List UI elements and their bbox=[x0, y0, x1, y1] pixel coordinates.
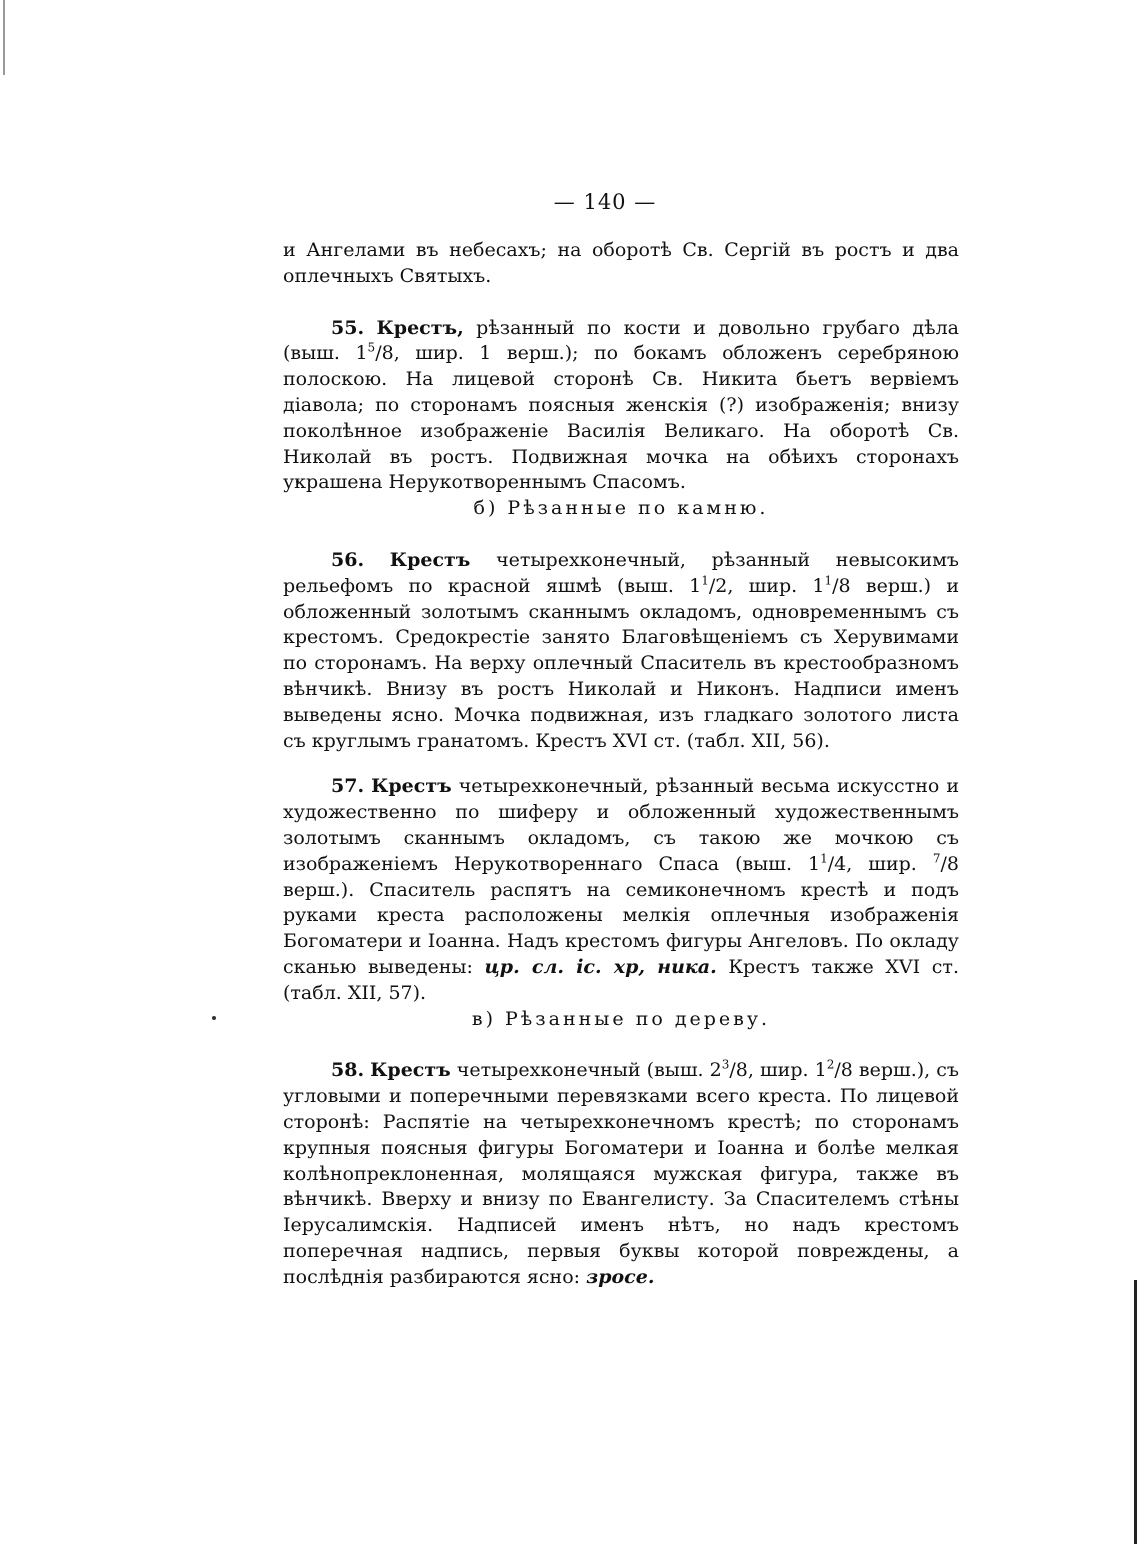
entry-text: , шир. 1 bbox=[727, 574, 825, 597]
entry-text: Крестъ также XVI ст. (табл. XII, 57). bbox=[283, 955, 959, 1004]
fraction-denominator: /2 bbox=[708, 574, 728, 597]
entry-text: , шир. bbox=[846, 852, 933, 875]
scan-edge-left bbox=[3, 0, 5, 75]
intro-paragraph: и Ангелами въ небесахъ; на оборотѣ Св. Сергій въ ростъ и два оплечныхъ Святыхъ. bbox=[283, 239, 959, 287]
scan-edge-right bbox=[1134, 1280, 1137, 1544]
fraction-numerator: 1 bbox=[701, 573, 709, 588]
section-heading-wood: в) Рѣзанные по дереву. bbox=[471, 1007, 771, 1030]
entry-text: четырехконечный, рѣзанный весьма искусстно и художественно по шиферу и обложенный художественнымъ золотымъ сканнымъ окладомъ, съ такою же мочкою съ изображеніемъ Нерукотвореннаго Спаса (выш. 1 bbox=[283, 775, 959, 875]
fraction-numerator: 1 bbox=[824, 573, 833, 588]
scan-speck bbox=[212, 1016, 216, 1020]
fraction-denominator: /4 bbox=[827, 852, 847, 875]
fraction-denominator: /8 bbox=[729, 1059, 748, 1082]
slavonic-inscription: цр. сл. іс. хр, ника. bbox=[484, 955, 717, 978]
section-heading-stone: б) Рѣзанные по камню. bbox=[473, 497, 769, 520]
entry-text: , шир. 1 bbox=[747, 1059, 827, 1082]
entry-text: рѣзанный по кости и довольно грубаго дѣла (выш. 1 bbox=[283, 316, 959, 365]
entry-number: 55. bbox=[331, 316, 365, 339]
entry-term: Крестъ, bbox=[376, 316, 464, 339]
entry-58 bbox=[283, 1058, 959, 1290]
fraction-denominator: /8 bbox=[940, 852, 959, 875]
fraction-numerator: 2 bbox=[826, 1057, 835, 1072]
entry-text: верш.). Спаситель распятъ на семиконечномъ крестѣ и подъ руками креста расположены мелкія оплечныя изображенія Богоматери и Іоанна. Надъ крестомъ фигуры Ангеловъ. По окладу сканью выведены: bbox=[283, 878, 959, 978]
entry-term: Крестъ bbox=[370, 1059, 451, 1082]
fraction-denominator: /8 bbox=[834, 1059, 853, 1082]
entry-57 bbox=[283, 774, 959, 1006]
entry-number: 57. bbox=[331, 775, 365, 798]
entry-text: , шир. 1 верш.); по бокамъ обложенъ серебряною полоскою. На лицевой сторонѣ Св. Никита бьетъ вервіемъ діавола; по сторонамъ поясныя женскія (?) изображенія; внизу поколѣнное изображеніе Василія Великаго. На оборотѣ Св. Николай въ ростъ. Подвижная мочка на обѣихъ сторонахъ украшена Нерукотвореннымъ Спасомъ. bbox=[283, 342, 959, 494]
fraction-numerator: 5 bbox=[367, 341, 376, 356]
entry-number: 58. bbox=[331, 1059, 365, 1082]
fraction-denominator: /8 bbox=[375, 342, 394, 365]
entry-number: 56. bbox=[331, 548, 365, 571]
entry-55 bbox=[283, 316, 959, 497]
entry-text: верш.), съ угловыми и поперечными перевязками всего креста. По лицевой сторонѣ: Распятіе на четырехконечномъ крестѣ; по сторонамъ крупныя поясныя фигуры Богоматери и Іоанна и болѣе мелкая колѣнопреклоненная, молящаяся мужская фигура, также въ вѣнчикѣ. Вверху и внизу по Евангелисту. За Спасителемъ стѣны Іерусалимскія. Надписей именъ нѣтъ, но надъ крестомъ поперечная надпись, первыя буквы которой повреждены, а послѣднія разбираются ясно: bbox=[283, 1059, 959, 1288]
entry-term: Крестъ bbox=[371, 775, 452, 798]
page-body bbox=[283, 238, 959, 1290]
entry-term: Крестъ bbox=[389, 548, 471, 571]
fraction-numerator: 3 bbox=[721, 1057, 730, 1072]
slavonic-inscription: зросе. bbox=[586, 1265, 655, 1288]
entry-text: четырехконечный, рѣзанный невысокимъ рельефомъ по красной яшмѣ (выш. 1 bbox=[283, 548, 960, 597]
entry-text: верш.) и обложенный золотымъ сканнымъ окладомъ, одновременнымъ съ крестомъ. Средокрестіе занято Благовѣщеніемъ съ Херувимами по сторонамъ. На верху оплечный Спаситель въ крестообразномъ вѣнчикѣ. Внизу въ ростъ Николай и Никонъ. Надписи именъ выведены ясно. Мочка подвижная, изъ гладкаго золотого листа съ круглымъ гранатомъ. Крестъ XVI ст. (табл. XII, 56). bbox=[283, 574, 959, 752]
entry-56 bbox=[283, 548, 959, 754]
page-number: — 140 — bbox=[553, 190, 657, 214]
entry-text: четырехконечный (выш. 2 bbox=[450, 1059, 722, 1082]
fraction-numerator: 1 bbox=[820, 851, 828, 866]
fraction-denominator: /8 bbox=[832, 574, 851, 597]
fraction-numerator: 7 bbox=[932, 851, 941, 866]
